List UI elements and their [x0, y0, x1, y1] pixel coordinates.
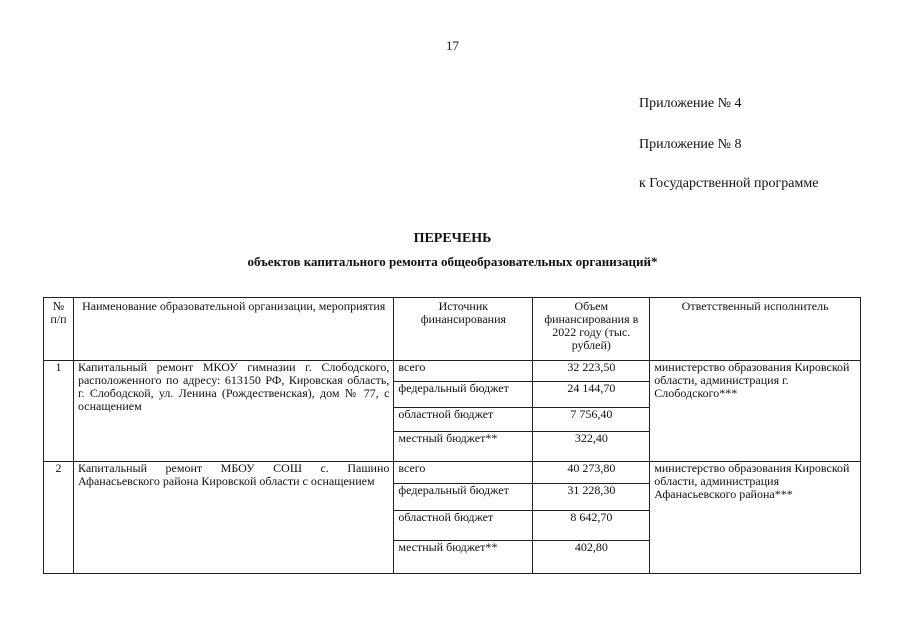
- funding-amount: 24 144,70: [533, 382, 650, 408]
- funding-source: областной бюджет: [394, 408, 533, 432]
- funding-source: всего: [394, 361, 533, 382]
- row-name: Капитальный ремонт МКОУ гимназии г. Слободского, расположенного по адресу: 613150 РФ, Кировская область, г. Слободской, ул. Ленина (Рождественская), дом № 77, с оснащением: [73, 361, 393, 462]
- row-num: 2: [44, 462, 74, 574]
- appendix-line-2: Приложение № 8: [639, 137, 742, 152]
- table-header-row: [44, 298, 861, 361]
- objects-table: [43, 297, 861, 574]
- row-responsible: министерство образования Кировской области, администрация г. Слободского***: [650, 361, 861, 462]
- appendix-line-3: к Государственной программе: [639, 176, 819, 191]
- funding-source: федеральный бюджет: [394, 484, 533, 511]
- funding-source: областной бюджет: [394, 511, 533, 541]
- row-name: Капитальный ремонт МБОУ СОШ с. Пашино Афанасьевского района Кировской области с оснащением: [73, 462, 393, 574]
- funding-amount: 402,80: [533, 541, 650, 574]
- funding-source: местный бюджет**: [394, 541, 533, 574]
- funding-amount: 7 756,40: [533, 408, 650, 432]
- table-row: [44, 462, 861, 484]
- page-number: 17: [446, 38, 459, 53]
- row-num: 1: [44, 361, 74, 462]
- header-responsible: Ответственный исполнитель: [650, 298, 861, 361]
- funding-source: всего: [394, 462, 533, 484]
- document-subtitle: объектов капитального ремонта общеобразовательных организаций*: [247, 254, 658, 269]
- appendix-line-1: Приложение № 4: [639, 96, 742, 111]
- header-source: Источник финансирования: [394, 298, 533, 361]
- funding-amount: 8 642,70: [533, 511, 650, 541]
- funding-source: федеральный бюджет: [394, 382, 533, 408]
- document-title: ПЕРЕЧЕНЬ: [413, 231, 492, 246]
- header-name: Наименование образовательной организации, мероприятия: [73, 298, 393, 361]
- funding-amount: 322,40: [533, 432, 650, 462]
- header-num: № п/п: [44, 298, 74, 361]
- funding-amount: 40 273,80: [533, 462, 650, 484]
- row-responsible: министерство образования Кировской области, администрация Афанасьевского района***: [650, 462, 861, 574]
- funding-amount: 32 223,50: [533, 361, 650, 382]
- header-amount: Объем финансирования в 2022 году (тыс. рублей): [533, 298, 650, 361]
- funding-source: местный бюджет**: [394, 432, 533, 462]
- table-row: [44, 361, 861, 382]
- funding-amount: 31 228,30: [533, 484, 650, 511]
